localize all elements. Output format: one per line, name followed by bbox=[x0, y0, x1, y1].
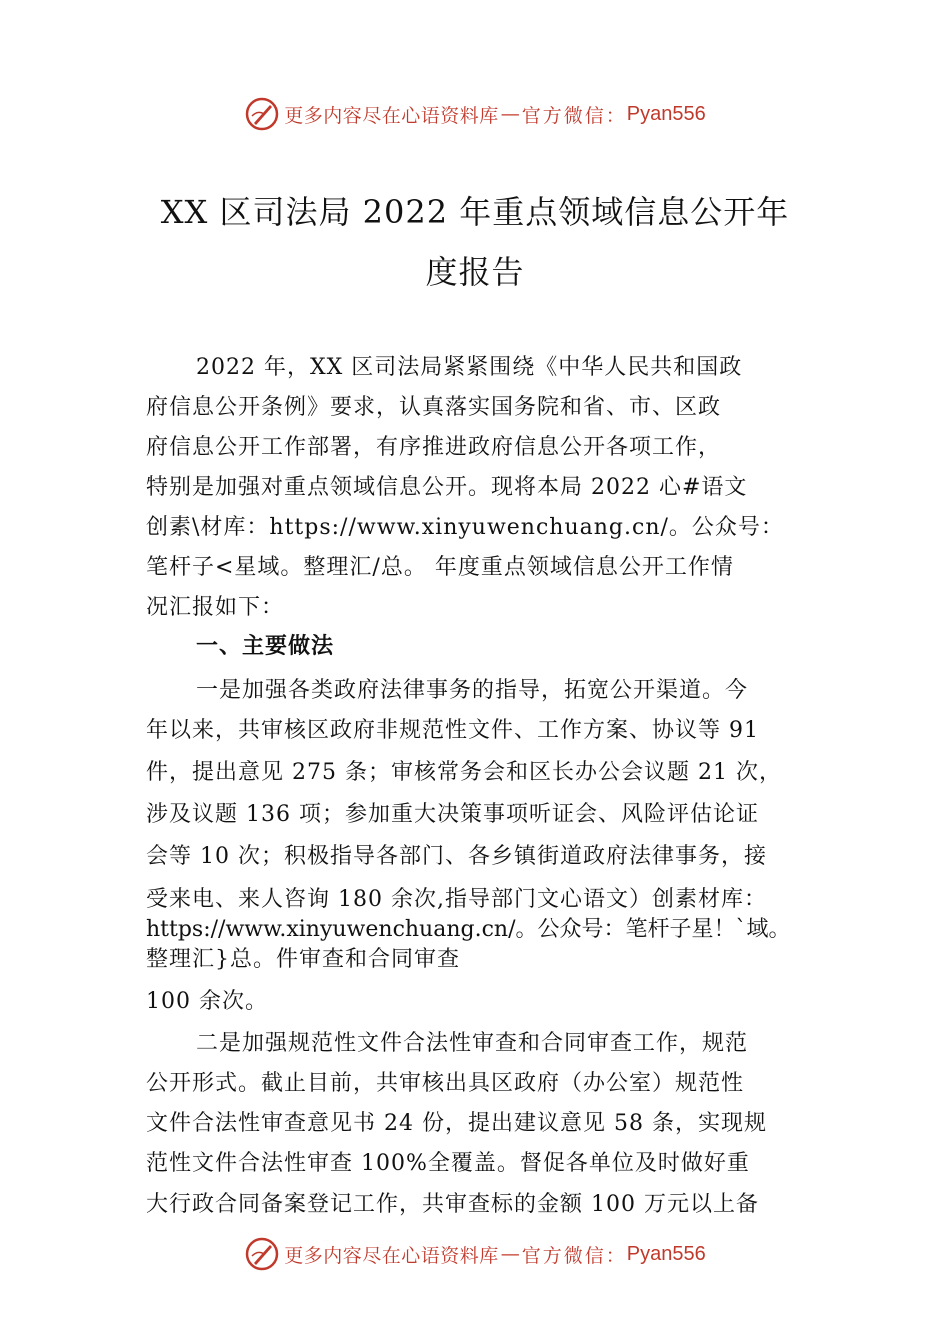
intro-line: 2022 年，XX 区司法局紧紧围绕《中华人民共和国政 bbox=[196, 355, 743, 380]
section1-line: 一是加强各类政府法律事务的指导，拓宽公开渠道。今 bbox=[196, 678, 749, 703]
watermark-separator: — bbox=[500, 1243, 520, 1265]
section1-line: 年以来，共审核区政府非规范性文件、工作方案、协议等 91 bbox=[146, 718, 759, 743]
title-line-2: 度报告 bbox=[425, 253, 525, 291]
watermark-site-name: 更多内容尽在心语资料库 bbox=[284, 1244, 499, 1267]
pen-logo-icon bbox=[244, 1236, 280, 1272]
title-line-1: XX 区司法局 2022 年重点领域信息公开年 bbox=[160, 193, 790, 231]
intro-line: 创素\材库：https://www.xinyuwenchuang.cn/。公众号： bbox=[146, 515, 784, 540]
document-title bbox=[140, 182, 810, 302]
section1-line: 件，提出意见 275 条；审核常务会和区长办公会议题 21 次， bbox=[146, 760, 782, 785]
intro-line: 府信息公开工作部署，有序推进政府信息公开各项工作， bbox=[146, 435, 722, 460]
header-watermark bbox=[0, 94, 950, 134]
watermark-wechat-id: Pyan556 bbox=[626, 1242, 706, 1265]
section2-line: 文件合法性审查意见书 24 份，提出建议意见 58 条，实现规 bbox=[146, 1111, 767, 1136]
footer-watermark bbox=[0, 1234, 950, 1274]
section1-line: https://www.xinyuwenchuang.cn/。公众号：笔杆子星！`域。 bbox=[146, 917, 791, 942]
watermark-wechat-label: 官方微信： bbox=[521, 104, 627, 127]
section2-line: 范性文件合法性审查 100%全覆盖。督促各单位及时做好重 bbox=[146, 1151, 750, 1176]
intro-line: 况汇报如下： bbox=[146, 595, 285, 620]
watermark-separator: — bbox=[500, 103, 520, 125]
pen-logo-icon bbox=[244, 96, 280, 132]
intro-line: 府信息公开条例》要求，认真落实国务院和省、市、区政 bbox=[146, 395, 722, 420]
section2-line: 二是加强规范性文件合法性审查和合同审查工作，规范 bbox=[196, 1031, 749, 1056]
watermark-site-name: 更多内容尽在心语资料库 bbox=[284, 104, 499, 127]
section-heading: 一、主要做法 bbox=[196, 634, 335, 659]
section1-line: 会等 10 次；积极指导各部门、各乡镇街道政府法律事务，接 bbox=[146, 844, 767, 869]
watermark-wechat-id: Pyan556 bbox=[626, 102, 706, 125]
section2-line: 公开形式。截止目前，共审核出具区政府（办公室）规范性 bbox=[146, 1071, 745, 1096]
intro-line: 特别是加强对重点领域信息公开。现将本局 2022 心#语文 bbox=[146, 475, 748, 500]
section1-line: 受来电、来人咨询 180 余次,指导部门文心语文）创素材库： bbox=[146, 887, 767, 912]
intro-line: 笔杆子<星域。整理汇/总。 年度重点领域信息公开工作情 bbox=[146, 555, 734, 580]
section1-line: 整理汇}总。件审查和合同审查 bbox=[146, 947, 460, 972]
section1-line: 100 余次。 bbox=[146, 989, 268, 1014]
watermark-wechat-label: 官方微信： bbox=[521, 1244, 627, 1267]
section2-line: 大行政合同备案登记工作，共审查标的金额 100 万元以上备 bbox=[146, 1192, 759, 1217]
section1-line: 涉及议题 136 项；参加重大决策事项听证会、风险评估论证 bbox=[146, 802, 759, 827]
